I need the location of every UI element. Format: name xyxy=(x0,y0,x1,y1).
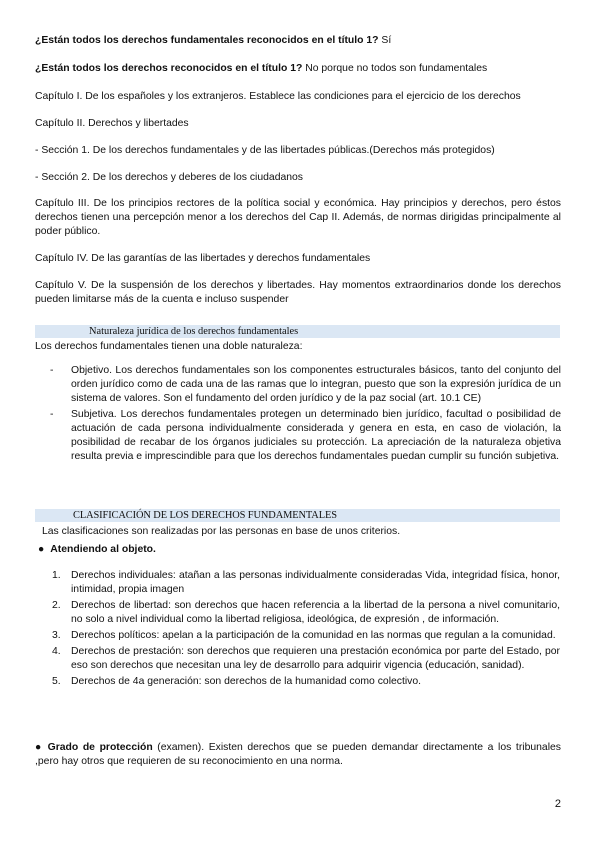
list-item-text: Derechos de 4a generación: son derechos de la humanidad como colectivo. xyxy=(71,676,422,687)
list-item-text: Derechos de prestación: son derechos que requieren una prestación económica por parte del Estado, por eso son derechos que necesitan una ley de desarrollo para adquirir vigencia (educación, sanidad). xyxy=(71,646,560,671)
list-item xyxy=(35,364,561,406)
list-item xyxy=(35,569,560,597)
list-item-text: Derechos individuales: atañan a las personas individualmente consideradas Vida, integridad física, honor, intimidad, propia imagen xyxy=(71,570,560,595)
list-item xyxy=(35,599,560,627)
list-number: 5. xyxy=(52,676,61,687)
question-1-text: ¿Están todos los derechos fundamentales reconocidos en el título 1? xyxy=(35,35,379,46)
dash-marker: - xyxy=(50,365,54,376)
clasificacion-heading-bar xyxy=(35,509,560,522)
bullet-icon: ● xyxy=(38,544,45,555)
naturaleza-list xyxy=(35,364,561,466)
section-2: - Sección 2. De los derechos y deberes de los ciudadanos xyxy=(35,172,304,183)
question-2-answer: No porque no todos son fundamentales xyxy=(302,63,488,74)
objeto-list xyxy=(35,569,560,691)
list-item-text: Objetivo. Los derechos fundamentales son los componentes estructurales básicos, tanto del conjunto del orden jurídico como de cada una de las ramas que lo integran, puesto que son la expresión jurídica de un sistema de valores. Son el fundamento del orden jurídico y de la paz social (art. 10.1 CE) xyxy=(71,365,561,404)
list-number: 3. xyxy=(52,630,61,641)
clasificacion-intro: Las clasificaciones son realizadas por las personas en base de unos criterios. xyxy=(42,526,401,537)
clasificacion-heading: CLASIFICACIÓN DE LOS DERECHOS FUNDAMENTALES xyxy=(73,510,337,521)
list-item-text: Derechos de libertad: son derechos que hacen referencia a la libertad de la persona a nivel comunitario, no solo a nivel individual como la libertad religiosa, ideológica, de expresión , de información. xyxy=(71,600,560,625)
grado-label: ● Grado de protección xyxy=(35,742,153,753)
question-1 xyxy=(35,34,561,48)
chapter-3: Capítulo III. De los principios rectores de la política social y económica. Hay principios y derechos, pero éstos derechos tienen una percepción menor a los derechos del Cap II. Además, de normas dirigidas principalmente al poder público. xyxy=(35,198,561,237)
dash-marker: - xyxy=(50,409,54,420)
grado-text: (examen). Existen derechos que se pueden demandar directamente a los tribunales ,pero hay otros que requieren de su reconocimiento en una norma. xyxy=(35,742,561,767)
question-1-answer: Sí xyxy=(378,35,392,46)
list-item xyxy=(35,645,560,673)
list-item-text: Subjetiva. Los derechos fundamentales protegen un determinado bien jurídico, facultad o posibilidad de actuación de cada persona individualmente considerada y genera en esta, en caso de violación, la posibilidad de recabar de los órganos judiciales su protección. La apreciación de la naturaleza objetiva resulta previa e imprescindible para que los derechos fundamentales puedan cumplir su función subjetiva. xyxy=(71,409,561,462)
list-number: 2. xyxy=(52,600,61,611)
naturaleza-heading-bar xyxy=(35,325,560,338)
chapter-1: Capítulo I. De los españoles y los extranjeros. Establece las condiciones para el ejercicio de los derechos xyxy=(35,91,521,102)
list-item xyxy=(35,408,561,464)
list-item xyxy=(35,675,560,689)
question-2 xyxy=(35,62,561,76)
section-1: - Sección 1. De los derechos fundamentales y de las libertades públicas.(Derechos más protegidos) xyxy=(35,145,495,156)
grado-proteccion xyxy=(35,741,561,769)
list-item xyxy=(35,629,560,643)
chapter-5: Capítulo V. De la suspensión de los derechos y libertades. Hay momentos extraordinarios donde los derechos pueden limitarse más de la cuenta e incluso suspender xyxy=(35,280,561,305)
chapter-4: Capítulo IV. De las garantías de las libertades y derechos fundamentales xyxy=(35,253,371,264)
naturaleza-heading: Naturaleza jurídica de los derechos fundamentales xyxy=(89,326,299,337)
objeto-heading xyxy=(38,543,564,557)
list-number: 4. xyxy=(52,646,61,657)
list-item-text: Derechos políticos: apelan a la participación de la comunidad en las normas que regulan a la comunidad. xyxy=(71,630,556,641)
chapter-2: Capítulo II. Derechos y libertades xyxy=(35,118,189,129)
list-number: 1. xyxy=(52,570,61,581)
page-number: 2 xyxy=(554,798,561,810)
question-2-text: ¿Están todos los derechos reconocidos en el título 1? xyxy=(35,63,303,74)
naturaleza-intro: Los derechos fundamentales tienen una doble naturaleza: xyxy=(35,341,303,352)
objeto-label: Atendiendo al objeto. xyxy=(50,544,156,555)
